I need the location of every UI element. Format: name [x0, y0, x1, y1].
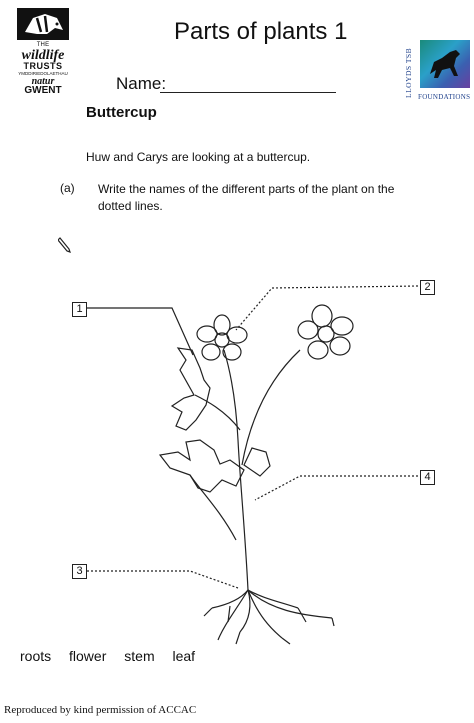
- diagram-label-1: 1: [72, 302, 87, 317]
- leader-line-3: [87, 571, 238, 588]
- leaf-stem-lower: [190, 475, 236, 540]
- leader-line-2: [236, 286, 418, 330]
- name-answer-line[interactable]: [160, 92, 336, 93]
- lloyds-badge: [420, 40, 470, 88]
- leaf-stem-upper: [195, 395, 240, 430]
- word-flower: flower: [69, 648, 107, 664]
- lloyds-tsb-logo: [400, 40, 470, 106]
- logo-text-natur: natur: [31, 76, 55, 87]
- badger-icon: [15, 6, 71, 42]
- flower-left: [197, 315, 247, 360]
- branch-stem: [242, 350, 300, 465]
- logo-text-trusts: TRUSTS: [23, 61, 63, 71]
- word-roots: roots: [20, 648, 52, 664]
- diagram-label-4: 4: [420, 470, 435, 485]
- flower-right: [298, 305, 353, 359]
- leaf-small: [244, 448, 270, 476]
- word-stem: stem: [124, 648, 155, 664]
- leader-line-1: [87, 308, 193, 355]
- logo-text-welsh: YMDDIRIEDOLAETHAU: [18, 71, 68, 76]
- horse-icon: [420, 40, 470, 88]
- name-label: Name:: [116, 74, 167, 93]
- diagram-label-3: 3: [72, 564, 87, 579]
- worksheet-subtitle: Buttercup: [86, 104, 157, 121]
- leaf-upper: [172, 348, 210, 430]
- roots: [204, 590, 334, 644]
- leader-line-4: [255, 476, 418, 500]
- question-text: Write the names of the different parts of the plant on the dotted lines.: [98, 182, 395, 213]
- word-bank: [20, 648, 209, 664]
- lloyds-vertical-text: LLOYDS TSB: [404, 47, 413, 99]
- diagram-label-2: 2: [420, 280, 435, 295]
- logo-text-wildlife: wildlife: [21, 48, 65, 63]
- intro-text: Huw and Carys are looking at a buttercup.: [86, 150, 311, 164]
- lloyds-foundations-text: FOUNDATIONS: [418, 93, 471, 101]
- question-label: (a): [60, 181, 75, 195]
- buttercup-diagram: [0, 230, 474, 650]
- buttercup-drawing: [0, 230, 474, 650]
- word-leaf: leaf: [172, 648, 196, 664]
- logo-text-the: THE: [36, 42, 50, 48]
- leaf-middle: [160, 440, 244, 492]
- page-title: Parts of plants 1: [174, 18, 348, 45]
- logo-text-gwent: GWENT: [24, 85, 62, 96]
- wildlife-trusts-logo: [12, 6, 74, 96]
- footer-credit: Reproduced by kind permission of ACCAC: [4, 704, 197, 716]
